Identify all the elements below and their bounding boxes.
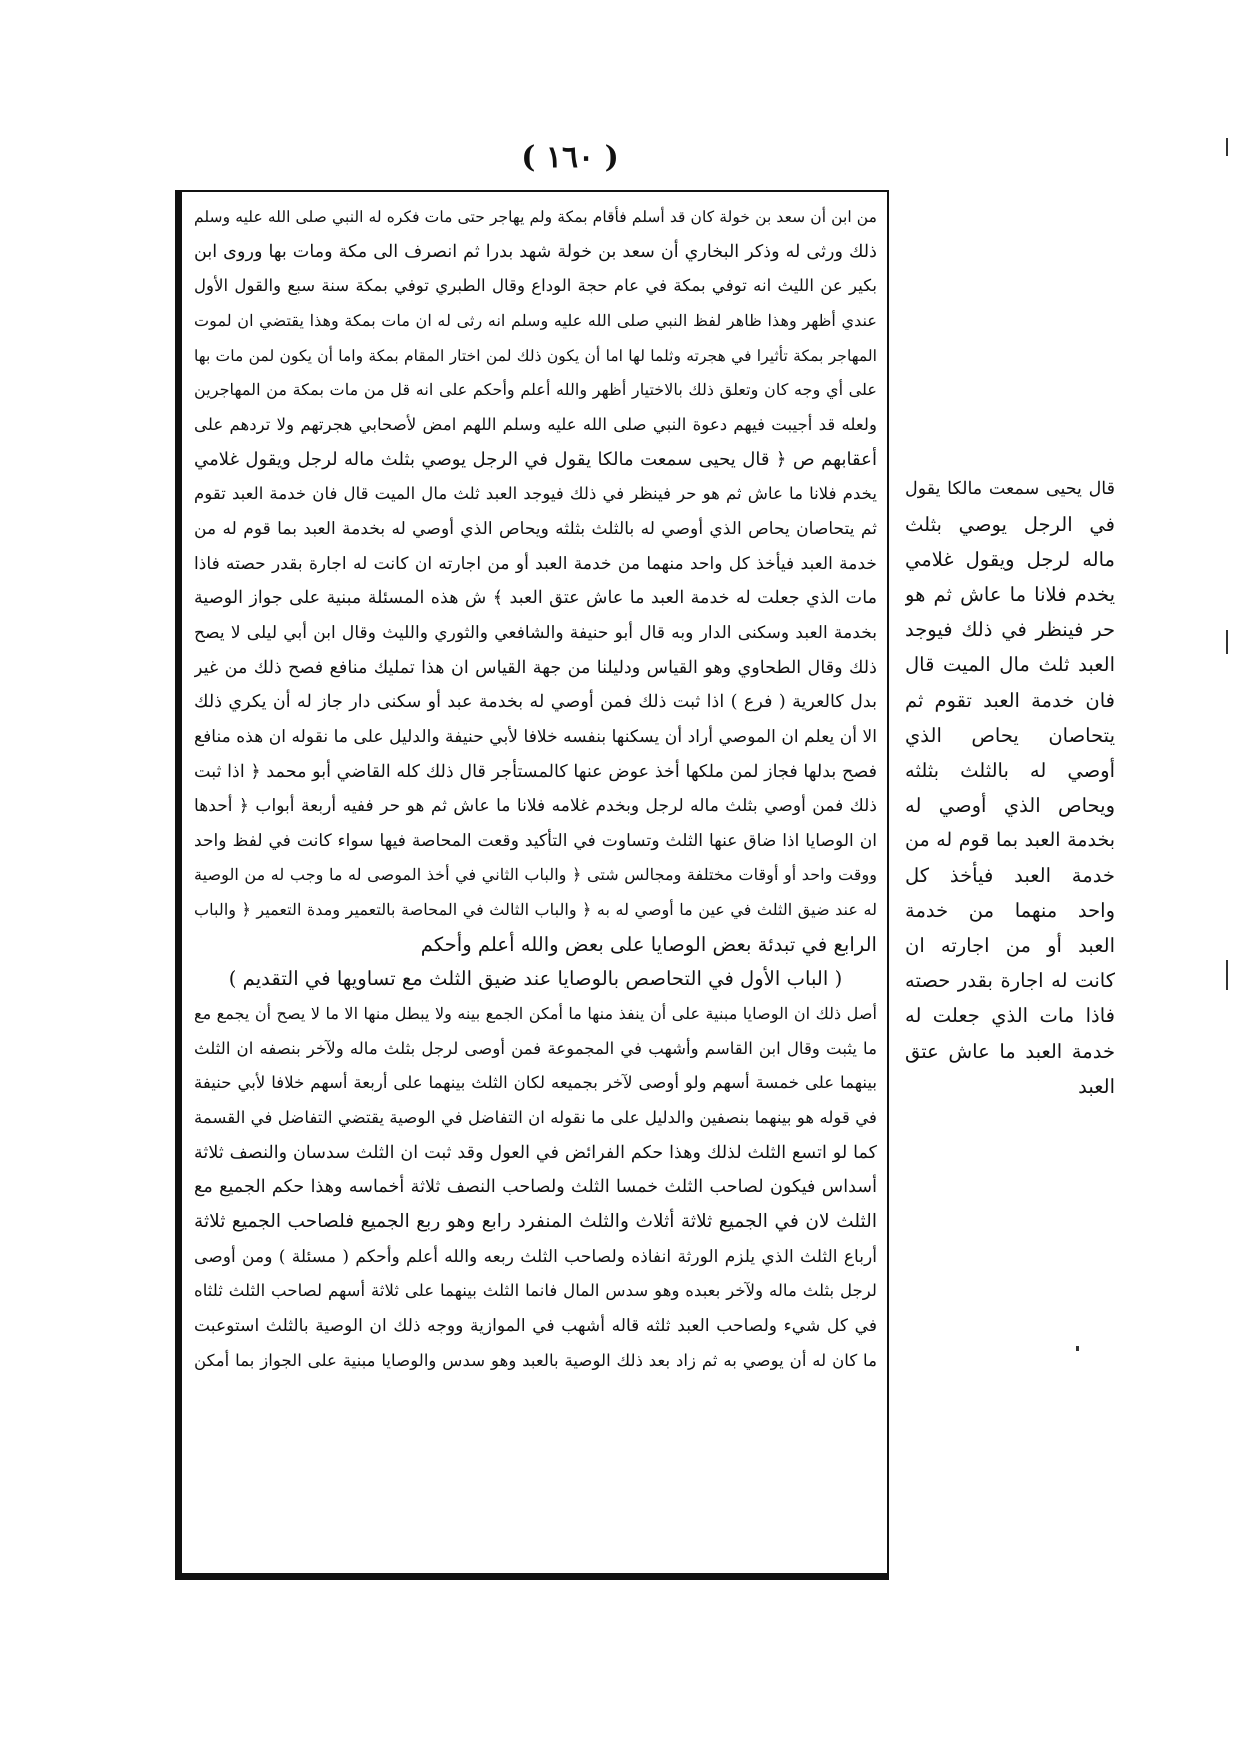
- margin-note-line: قال يحيى سمعت مالكا يقول: [905, 479, 1115, 499]
- margin-note-line: خدمة العبد ما عاش عتق: [905, 1039, 1115, 1063]
- main-text-line: كما لو اتسع الثلث لذلك وهذا حكم الفرائض في العول وقد ثبت ان الثلث سدسان والنصف ثلاثة: [194, 1142, 877, 1163]
- margin-note-line: يتحاصان يحاص الذي: [905, 723, 1115, 747]
- main-text-line: بينهما على خمسة أسهم ولو أوصى لآخر بجميعه لكان الثلث بينهما على أربعة أسهم خلافا لأبي حنيفة: [194, 1073, 877, 1093]
- main-text-line: الرابع في تبدئة بعض الوصايا على بعض والله أعلم وأحكم: [420, 932, 877, 956]
- main-text-line: المهاجر بمكة تأثيرا في هجرته وثلما لها اما أن يكون ذلك لمن اختار المقام بمكة واما أن يكون لمن مات بها: [194, 346, 877, 365]
- main-text-line: على أي وجه كان وتعلق ذلك بالاختيار أظهر والله أعلم وأحكم على انه قل من مات بمكة من المهاجرين: [194, 380, 877, 400]
- margin-note-line: بخدمة العبد بما قوم له من: [905, 828, 1115, 851]
- main-text-block: [194, 200, 877, 1565]
- main-text-line: من ابن أن سعد بن خولة كان قد أسلم فأقام بمكة ولم يهاجر حتى مات فكره له النبي صلى الله عليه وسلم: [194, 208, 877, 226]
- main-text-line: الثلث لان في الجميع ثلاثة أثلاث والثلث المنفرد رابع وهو ربع الجميع فلصاحب الجميع ثلاثة: [194, 1211, 877, 1233]
- margin-note-line: كانت له اجارة بقدر حصته: [905, 969, 1115, 993]
- scan-edge-mark: [1226, 630, 1228, 654]
- main-text-line: بكير عن الليث انه توفي بمكة في عام حجة الوداع وقال الطبري توفي بمكة سنة سبع والقول الأول: [194, 276, 877, 296]
- main-text-line: فصح بدلها فجاز لمن ملكها أخذ عوض عنها كالمستأجر قال ذلك كله القاضي أبو محمد ﴿ اذا ثبت: [194, 761, 877, 782]
- main-text-line: الا أن يعلم ان الموصي أراد أن يسكنها بنفسه خلافا لأبي حنيفة والدليل على ما نقوله ان هذه منافع: [194, 726, 877, 747]
- margin-note: [905, 472, 1115, 1192]
- margin-note-line: يخدم فلانا ما عاش ثم هو: [905, 583, 1115, 607]
- margin-note-line: فان خدمة العبد تقوم ثم: [905, 688, 1115, 712]
- margin-note-line: في الرجل يوصي بثلث: [905, 513, 1115, 537]
- main-text-line: ذلك فمن أوصي بثلث ماله لرجل وبخدم غلامه فلانا ما عاش ثم هو حر ففيه أربعة أبواب ﴿ أحدها: [194, 796, 877, 817]
- main-text-frame: [175, 190, 889, 1580]
- scan-speck: [1076, 1346, 1079, 1351]
- main-text-line: في كل شيء ولصاحب العبد ثلثه قاله أشهب في الموازية ووجه ذلك ان الوصية بالثلث استوعبت: [194, 1316, 877, 1336]
- main-text-line: عندي أظهر وهذا ظاهر لفظ النبي صلى الله عليه وسلم انه رثى له ان مات بمكة وهذا يقتضي ان لموت: [194, 310, 877, 330]
- main-text-line: ولعله قد أجيبت فيهم دعوة النبي صلى الله عليه وسلم اللهم امض لأصحابي هجرتهم ولا تردهم على: [194, 414, 877, 434]
- margin-note-line: العبد ثلث مال الميت قال: [905, 653, 1115, 677]
- margin-note-line: واحد منهما من خدمة: [905, 899, 1115, 923]
- main-text-line: ما كان له أن يوصي به ثم زاد بعد ذلك الوصية بالعبد وهو سدس والوصايا مبنية على الجواز بما أمكن: [194, 1350, 877, 1370]
- main-text-line: ان الوصايا اذا ضاق عنها الثلث وتساوت في التأكيد وقعت المحاصة فيها سواء كانت في لفظ واحد: [194, 830, 877, 851]
- margin-note-line: ماله لرجل ويقول غلامي: [905, 548, 1115, 572]
- margin-note-line: العبد أو من اجارته ان: [905, 934, 1115, 958]
- main-text-line: ووقت واحد أو أوقات مختلفة ومجالس شتى ﴿ والباب الثاني في أخذ الموصى له ما وجب له من الوصية: [194, 865, 877, 885]
- main-text-line: مات الذي جعلت له خدمة العبد ما عاش عتق العبد ﴾ ش هذه المسئلة مبنية على جواز الوصية: [194, 588, 877, 609]
- margin-note-line: أوصي له بالثلث بثلثه: [905, 758, 1115, 782]
- margin-note-line: خدمة العبد فيأخذ كل: [905, 864, 1115, 888]
- margin-note-line: العبد: [1078, 1074, 1115, 1098]
- margin-note-line: حر فينظر في ذلك فيوجد: [905, 618, 1115, 642]
- main-text-line: ذلك ورثى له وذكر البخاري أن سعد بن خولة شهد بدرا ثم انصرف الى مكة ومات بها وروى ابن: [194, 241, 877, 262]
- chapter-heading: ( الباب الأول في التحاصص بالوصايا عند ضيق الثلث مع تساويها في التقديم ): [228, 967, 843, 991]
- main-text-line: أرباع الثلث الذي يلزم الورثة انفاذه ولصاحب الثلث ربعه والله أعلم وأحكم ( مسئلة ) ومن أوصى: [194, 1246, 877, 1267]
- main-text-line: ذلك وقال الطحاوي وهو القياس ودليلنا من جهة القياس ان هذا تمليك منافع فصح ذلك من غير: [194, 657, 877, 678]
- main-text-line: يخدم فلانا ما عاش ثم هو حر فينظر في ذلك فيوجد العبد ثلث مال الميت قال فان خدمة العبد تقوم: [194, 484, 877, 504]
- main-text-line: ما يثبت وقال ابن القاسم وأشهب في المجموعة فمن أوصى لرجل بثلث ماله ولآخر بنصفه ان الثلث: [194, 1038, 877, 1058]
- main-text-line: ثم يتحاصان يحاص الذي أوصي له بالثلث بثلثه ويحاص الذي أوصي له بخدمة العبد بما قوم له من: [194, 518, 877, 539]
- main-text-line: أسداس فيكون لصاحب الثلث خمسا الثلث ولصاحب النصف ثلاثة أخماسه وهذا حكم الجميع مع: [194, 1177, 877, 1198]
- page-number: ( ١٦٠ ): [521, 140, 619, 175]
- margin-note-line: ويحاص الذي أوصي له: [905, 793, 1115, 817]
- main-text-line: خدمة العبد فيأخذ كل واحد منهما من خدمة العبد أو من اجارته ان كانت له اجارة بقدر حصته فاذا: [194, 553, 877, 574]
- scan-edge-mark: [1226, 960, 1228, 990]
- scan-edge-mark: [1226, 138, 1228, 156]
- main-text-line: أعقابهم ص ﴿ قال يحيى سمعت مالكا يقول في الرجل يوصي بثلث ماله لرجل ويقول غلامي: [194, 448, 877, 470]
- main-text-line: لرجل بثلث ماله ولآخر بعبده وهو سدس المال فانما الثلث بينهما على ثلاثة أسهم لصاحب الثلث ثلثاه: [194, 1281, 877, 1301]
- margin-note-line: فاذا مات الذي جعلت له: [905, 1004, 1115, 1028]
- main-text-line: في قوله هو بينهما بنصفين والدليل على ما نقوله ان التفاضل في الوصية يقتضي التفاضل في القسمة: [194, 1108, 877, 1128]
- main-text-line: أصل ذلك ان الوصايا مبنية على أن ينفذ منها ما أمكن الجمع بينه ولا يبطل منها الا ما لا يصح أن يجمع مع: [194, 1004, 877, 1024]
- main-text-line: بخدمة العبد وسكنى الدار وبه قال أبو حنيفة والشافعي والثوري والليث وقال ابن أبي ليلى لا يصح: [194, 622, 877, 643]
- main-text-line: له عند ضيق الثلث في عين ما أوصي له به ﴿ والباب الثالث في المحاصة بالتعمير ومدة التعمير ﴿ والباب: [194, 900, 877, 920]
- main-text-line: بدل كالعرية ( فرع ) اذا ثبت ذلك فمن أوصي له بخدمة عبد أو سكنى دار جاز له أن يكري ذلك: [194, 692, 877, 713]
